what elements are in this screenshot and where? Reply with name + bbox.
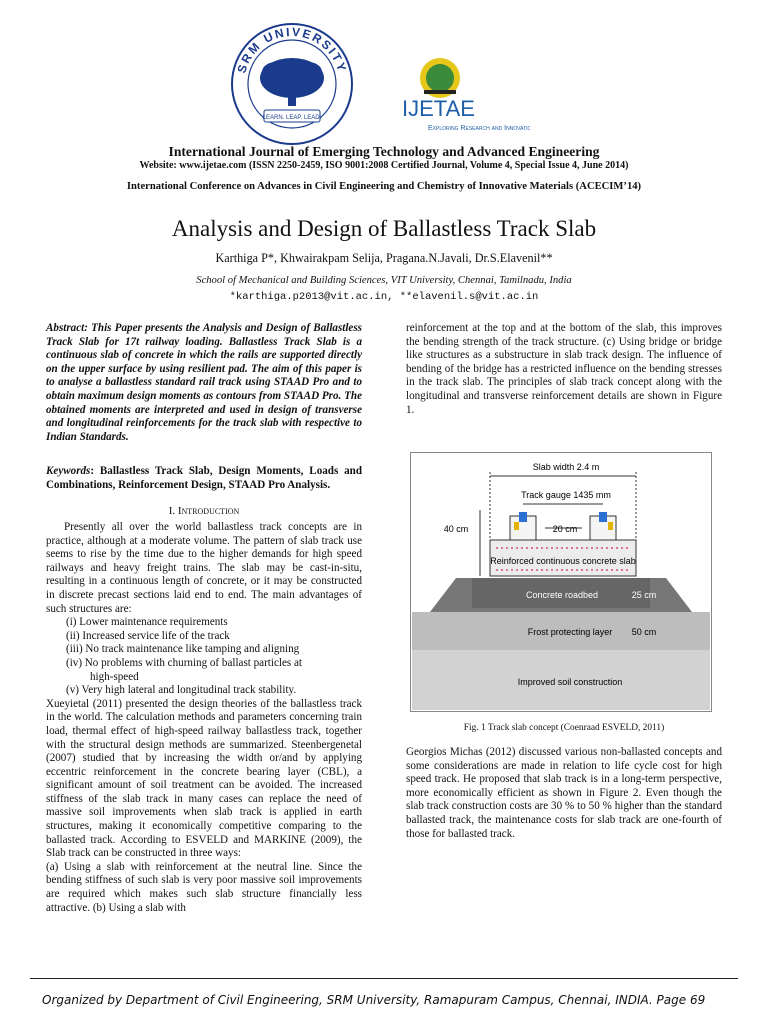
advantage-item-2: (ii) Increased service life of the track [66, 629, 230, 642]
intro-paragraph-1: Presently all over the world ballastless track concepts are in practice, although at a moderate volume. The pattern of slab track use seems to rise by the time due to the higher demands for high speed railways and heavy freight trains. The slab may be cast-in-situ, resulting in a continuous length of concrete, or it may be constructed in discrete precast sections laid end to end. The main advantages of such structures are: [46, 521, 362, 615]
keywords [46, 465, 362, 492]
ijetae-tagline: Exploring Research and Innovations [428, 125, 530, 132]
figure-1-caption: Fig. 1 Track slab concept (Coenraad ESVELD, 2011) [463, 723, 665, 733]
srm-motto: LEARN. LEAP. LEAD. [262, 115, 322, 121]
keywords-text: : Ballastless Track Slab, Design Moments, Loads and Combinations, Reinforcement Design, STAAD Pro Analysis. [46, 465, 362, 491]
paper-emails: *karthiga.p2013@vit.ac.in, **elavenil.s@vit.ac.in [229, 291, 539, 303]
fig-dim-50: 50 cm [631, 627, 657, 637]
advantage-item-5: (v) Very high lateral and longitudinal track stability. [66, 684, 297, 697]
section-heading: I. Introduction [168, 505, 240, 517]
paper-affiliation: School of Mechanical and Building Sciences, VIT University, Chennai, Tamilnadu, India [196, 275, 572, 286]
conference-name: International Conference on Advances in Civil Engineering and Chemistry of Innovative Materials (ACECIM’14) [126, 181, 642, 192]
fig-roadbed: Concrete roadbed [525, 590, 599, 600]
intro-paragraph-3: (a) Using a slab with reinforcement at the neutral line. Since the bending stiffness of such slab is very poor massive soil improvements are required which makes such slab structure financially less attractive. (b) Using a slab with [46, 860, 362, 914]
ijetae-logo [400, 50, 530, 136]
right-paragraph-1: reinforcement at the top and at the bottom of the slab, this improves the bending strength of the track structure. (c) Using bridge or bridge like structures as a substructure in slab track design. The influence of bending of the bridge has a restricted influence on the bending stresses in the track slab. The principles of slab track concept along with the longitudinal and transverse reinforcement details are shown in Figure 1. [406, 322, 722, 416]
fig-dim-20: 20 cm [552, 524, 578, 534]
fig-slab-width: Slab width 2.4 m [532, 462, 600, 472]
paper-authors: Karthiga P*, Khwairakpam Selija, Pragana.N.Javali, Dr.S.Elavenil** [215, 251, 553, 265]
srm-logo [230, 22, 354, 146]
paper-title: Analysis and Design of Ballastless Track Slab [171, 216, 597, 241]
srm-logo-text: SRM UNIVERSITY [234, 24, 350, 75]
page-footer: Organized by Department of Civil Engineering, SRM University, Ramapuram Campus, Chennai, INDIA. Page 69 [42, 993, 706, 1007]
intro-paragraph-2: Xueyietal (2011) presented the design theories of the ballastless track in the world. The calculation methods and parameters concerning train load, thermal effect of high-speed railway ballastless track, together with the structural design methods are summarized. Steenbergenetal (2007) studied that by increasing the width or/and by applying eccentric reinforcement in the concrete bearing layer (CBL), a significant amount of soil treatment can be avoided. The increased stiffness of the slab track in many cases can replace the need of massive soil improvements when slab track is applied in earth structures, making it economically competitive comparing to the ballasted track. According to ESVELD and MARKINE (2009), the Slab track can be constructed in three ways: [46, 697, 362, 860]
advantage-item-1: (i) Lower maintenance requirements [66, 616, 228, 629]
fig-soil: Improved soil construction [517, 677, 623, 687]
right-paragraph-2: Georgios Michas (2012) discussed various non-ballasted concepts and some considerations are made in relation to life cycle cost for high speed track. He proposed that slab track is in a long-term perspective, more economically efficient as shown in Figure 2. Even though the slab track construction costs are 30 % to 50 % higher than the standard ballasted track, the maintenance costs for slab track are one-fourth of those for ballasted track. [406, 746, 722, 840]
advantage-item-4: (iv) No problems with churning of ballast particles at [66, 656, 302, 669]
advantage-item-4-cont: high-speed [90, 670, 139, 683]
fig-track-gauge: Track gauge 1435 mm [521, 490, 611, 500]
advantage-item-3: (iii) No track maintenance like tamping and aligning [66, 643, 300, 656]
keywords-label: Keywords [46, 465, 91, 477]
fig-frost: Frost protecting layer [527, 627, 613, 637]
abstract: Abstract: This Paper presents the Analysis and Design of Ballastless Track Slab for 17t railway loading. Ballastless Track Slab is a continuous slab of concrete in which the rails are supported directly on the upper surface by using resilient pad. The aim of this paper is to analyse a ballastless standard rail track using STAAD Pro and to obtain maximum design moments as contours from STAAD Pro. The obtained moments are interpreted and used in design of transverse and longitudinal reinforcements for the track slab with respective to Indian Standards. [46, 322, 362, 443]
fig-slab-label: Reinforced continuous concrete slab [490, 556, 636, 566]
ijetae-name: IJETAE [402, 96, 475, 121]
figure-1 [410, 452, 712, 712]
journal-name: International Journal of Emerging Technology and Advanced Engineering [168, 144, 600, 159]
journal-website: Website: www.ijetae.com (ISSN 2250-2459, ISO 9001:2008 Certified Journal, Volume 4, Special Issue 4, June 2014) [139, 160, 629, 171]
fig-dim-25: 25 cm [631, 590, 657, 600]
introduction-body [46, 521, 362, 915]
footer-divider [30, 978, 738, 979]
fig-dim-40: 40 cm [443, 524, 469, 534]
